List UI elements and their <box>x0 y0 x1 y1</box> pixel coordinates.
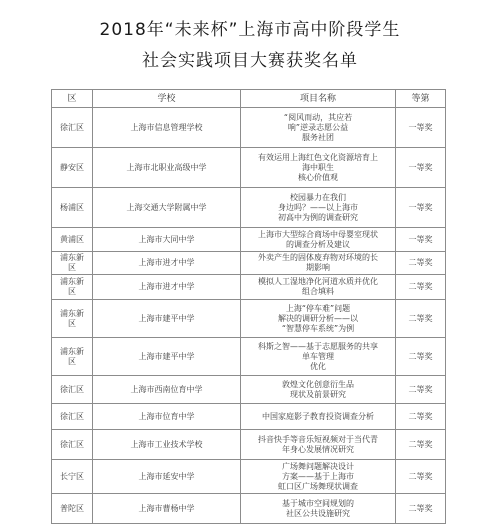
cell-school: 上海市曹杨中学 <box>93 494 241 524</box>
table-row <box>52 148 446 188</box>
cell-district: 普陀区 <box>52 494 93 524</box>
cell-school: 上海市建平中学 <box>93 300 241 338</box>
cell-award: 一等奖 <box>396 228 446 252</box>
header-award: 等第 <box>396 90 446 108</box>
cell-district: 徐汇区 <box>52 108 93 148</box>
header-school: 学校 <box>93 90 241 108</box>
cell-district: 徐汇区 <box>52 430 93 460</box>
cell-school: 上海市北职业高级中学 <box>93 148 241 188</box>
cell-school: 上海市建平中学 <box>93 338 241 376</box>
cell-school: 上海市工业技术学校 <box>93 430 241 460</box>
cell-project: “阅风而动，其应若 响”逆录志愿公益 服务社团 <box>241 108 396 148</box>
cell-award: 二等奖 <box>396 300 446 338</box>
cell-district: 静安区 <box>52 148 93 188</box>
cell-project: 上海市大型综合商场中母婴室现状 的调查分析及建议 <box>241 228 396 252</box>
cell-school: 上海市进才中学 <box>93 275 241 300</box>
cell-project: 广场舞问题解决设计 方案——基于上海市 虹口区广场舞现状调查 <box>241 460 396 494</box>
page-title-line-1: 2018年“未来杯”上海市高中阶段学生 <box>99 20 401 40</box>
cell-award: 二等奖 <box>396 494 446 524</box>
table-row <box>52 376 446 404</box>
cell-district: 徐汇区 <box>52 376 93 404</box>
cell-award: 二等奖 <box>396 338 446 376</box>
cell-award: 一等奖 <box>396 188 446 228</box>
table-row <box>52 275 446 300</box>
cell-award: 二等奖 <box>396 275 446 300</box>
cell-award: 二等奖 <box>396 430 446 460</box>
table-row <box>52 252 446 275</box>
cell-award: 一等奖 <box>396 148 446 188</box>
cell-award: 二等奖 <box>396 376 446 404</box>
cell-project: 基于城市空间规划的 社区公共设施研究 <box>241 494 396 524</box>
cell-school: 上海市西南位育中学 <box>93 376 241 404</box>
cell-school: 上海市位育中学 <box>93 404 241 430</box>
cell-school: 上海市信息管理学校 <box>93 108 241 148</box>
table-header-row <box>52 90 446 108</box>
cell-award: 二等奖 <box>396 252 446 275</box>
cell-school: 上海市延安中学 <box>93 460 241 494</box>
cell-district: 浦东新 区 <box>52 300 93 338</box>
page-title-line-2: 社会实践项目大赛获奖名单 <box>142 51 358 71</box>
award-table <box>51 89 446 524</box>
cell-school: 上海交通大学附属中学 <box>93 188 241 228</box>
cell-project: 有效运用上海红色文化资源培育上 海中职生 核心价值观 <box>241 148 396 188</box>
cell-district: 浦东新 区 <box>52 338 93 376</box>
table-row <box>52 494 446 524</box>
table-row <box>52 338 446 376</box>
cell-project: 外卖产生的固体废弃物对环境的长 期影响 <box>241 252 396 275</box>
cell-school: 上海市大同中学 <box>93 228 241 252</box>
cell-project: 模拟人工湿地净化河道水质并优化 组合填料 <box>241 275 396 300</box>
cell-project: 中国家庭影子教育投资调查分析 <box>241 404 396 430</box>
cell-project: 科斯之智——基于志愿服务的共享 单车管理 优化 <box>241 338 396 376</box>
cell-project: 上海“停车难”问题 解决的调研分析——以 “智慧停车系统”为例 <box>241 300 396 338</box>
table-row <box>52 460 446 494</box>
header-project: 项目名称 <box>241 90 396 108</box>
cell-project: 敦煌文化创意衍生品 现状及前景研究 <box>241 376 396 404</box>
cell-district: 黄浦区 <box>52 228 93 252</box>
table-row <box>52 188 446 228</box>
cell-award: 二等奖 <box>396 460 446 494</box>
table-row <box>52 108 446 148</box>
cell-award: 二等奖 <box>396 404 446 430</box>
cell-project: 校园暴力在我们 身边吗？——以上海市 初高中为例的调查研究 <box>241 188 396 228</box>
table-row <box>52 404 446 430</box>
header-district: 区 <box>52 90 93 108</box>
cell-district: 徐汇区 <box>52 404 93 430</box>
table-row <box>52 300 446 338</box>
cell-award: 一等奖 <box>396 108 446 148</box>
cell-district: 杨浦区 <box>52 188 93 228</box>
table-row <box>52 228 446 252</box>
cell-project: 抖音快手等音乐短视频对于当代青 年身心发展情况研究 <box>241 430 396 460</box>
cell-district: 浦东新 区 <box>52 275 93 300</box>
cell-school: 上海市进才中学 <box>93 252 241 275</box>
cell-district: 长宁区 <box>52 460 93 494</box>
cell-district: 浦东新 区 <box>52 252 93 275</box>
table-row <box>52 430 446 460</box>
